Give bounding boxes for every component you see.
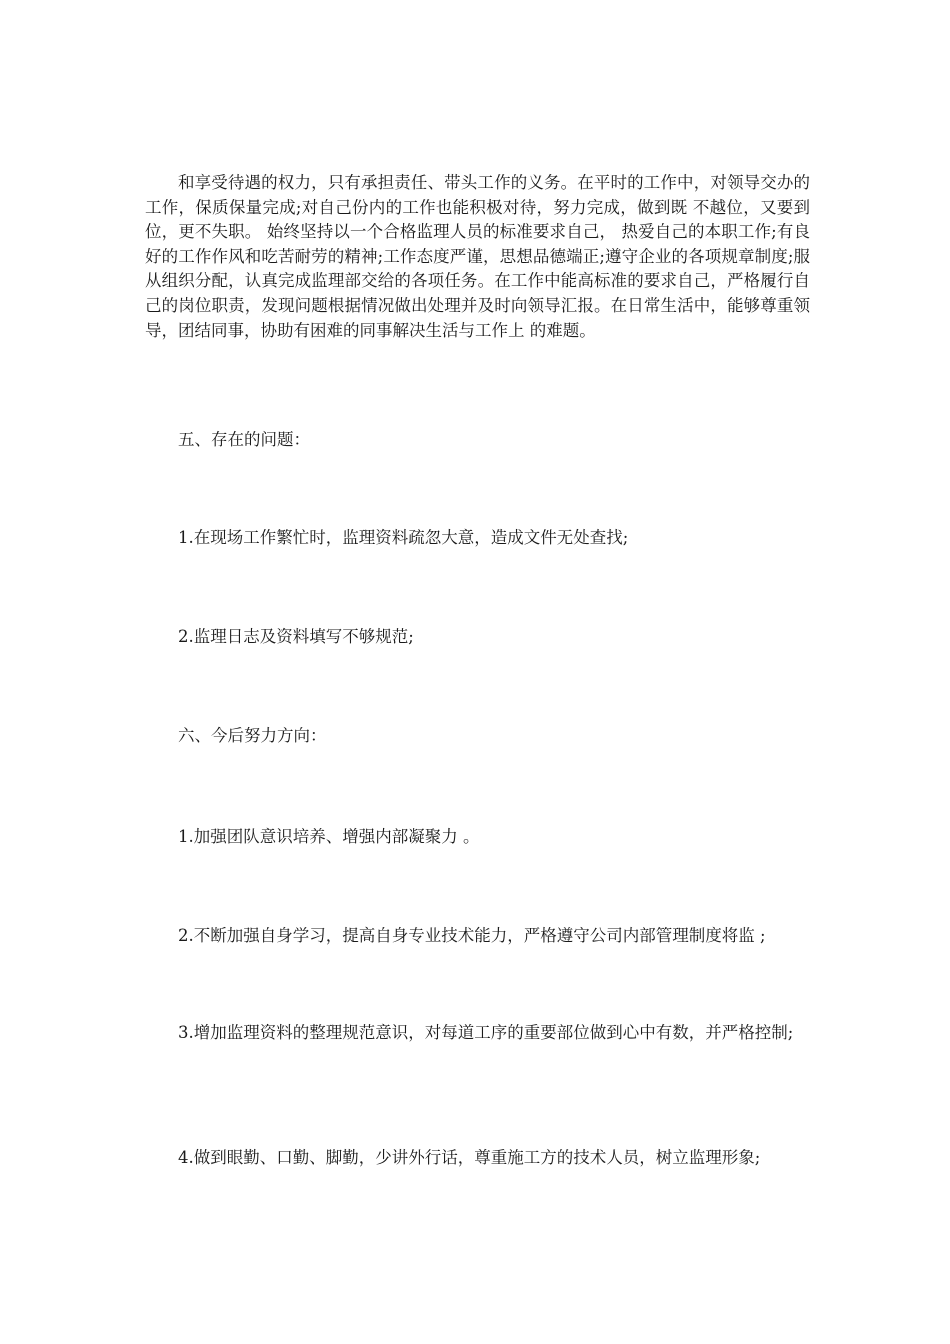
section-five-item-2: 2.监理日志及资料填写不够规范;	[178, 627, 414, 646]
section-six-heading: 六、今后努力方向：	[178, 726, 327, 745]
section-five-heading: 五、存在的问题：	[178, 430, 310, 449]
section-five-item-1: 1.在现场工作繁忙时，监理资料疏忽大意，造成文件无处查找;	[178, 528, 629, 547]
section-six-item-1: 1.加强团队意识培养、增强内部凝聚力 。	[178, 827, 480, 846]
section-six-item-4: 4.做到眼勤、口勤、脚勤，少讲外行话，尊重施工方的技术人员，树立监理形象;	[178, 1148, 761, 1167]
section-six-item-2: 2.不断加强自身学习，提高自身专业技术能力，严格遵守公司内部管理制度将监 ;	[178, 926, 766, 945]
section-six-item-3: 3.增加监理资料的整理规范意识，对每道工序的重要部位做到心中有数，并严格控制;	[178, 1023, 794, 1042]
intro-paragraph: 和享受待遇的权力，只有承担责任、带头工作的义务。在平时的工作中，对领导交办的工作，保质保量完成;对自己份内的工作也能积极对待，努力完成，做到既 不越位，又要到位，更不失职。 始终坚持以一个合格监理人员的标准要求自己， 热爱自己的本职工作;有良好的工作作风和吃苦耐劳的精神;工作态度严谨，思想品德端正;遵守企业的各项规章制度;服从组织分配，认真完成监理部交给的各项任务。在工作中能高标准的要求自己，严格履行自己的岗位职责，发现问题根据情况做出处理并及时向领导汇报。在日常生活中，能够尊重领导，团结同事，协助有困难的同事解决生活与工作上 的难题。	[145, 173, 810, 340]
